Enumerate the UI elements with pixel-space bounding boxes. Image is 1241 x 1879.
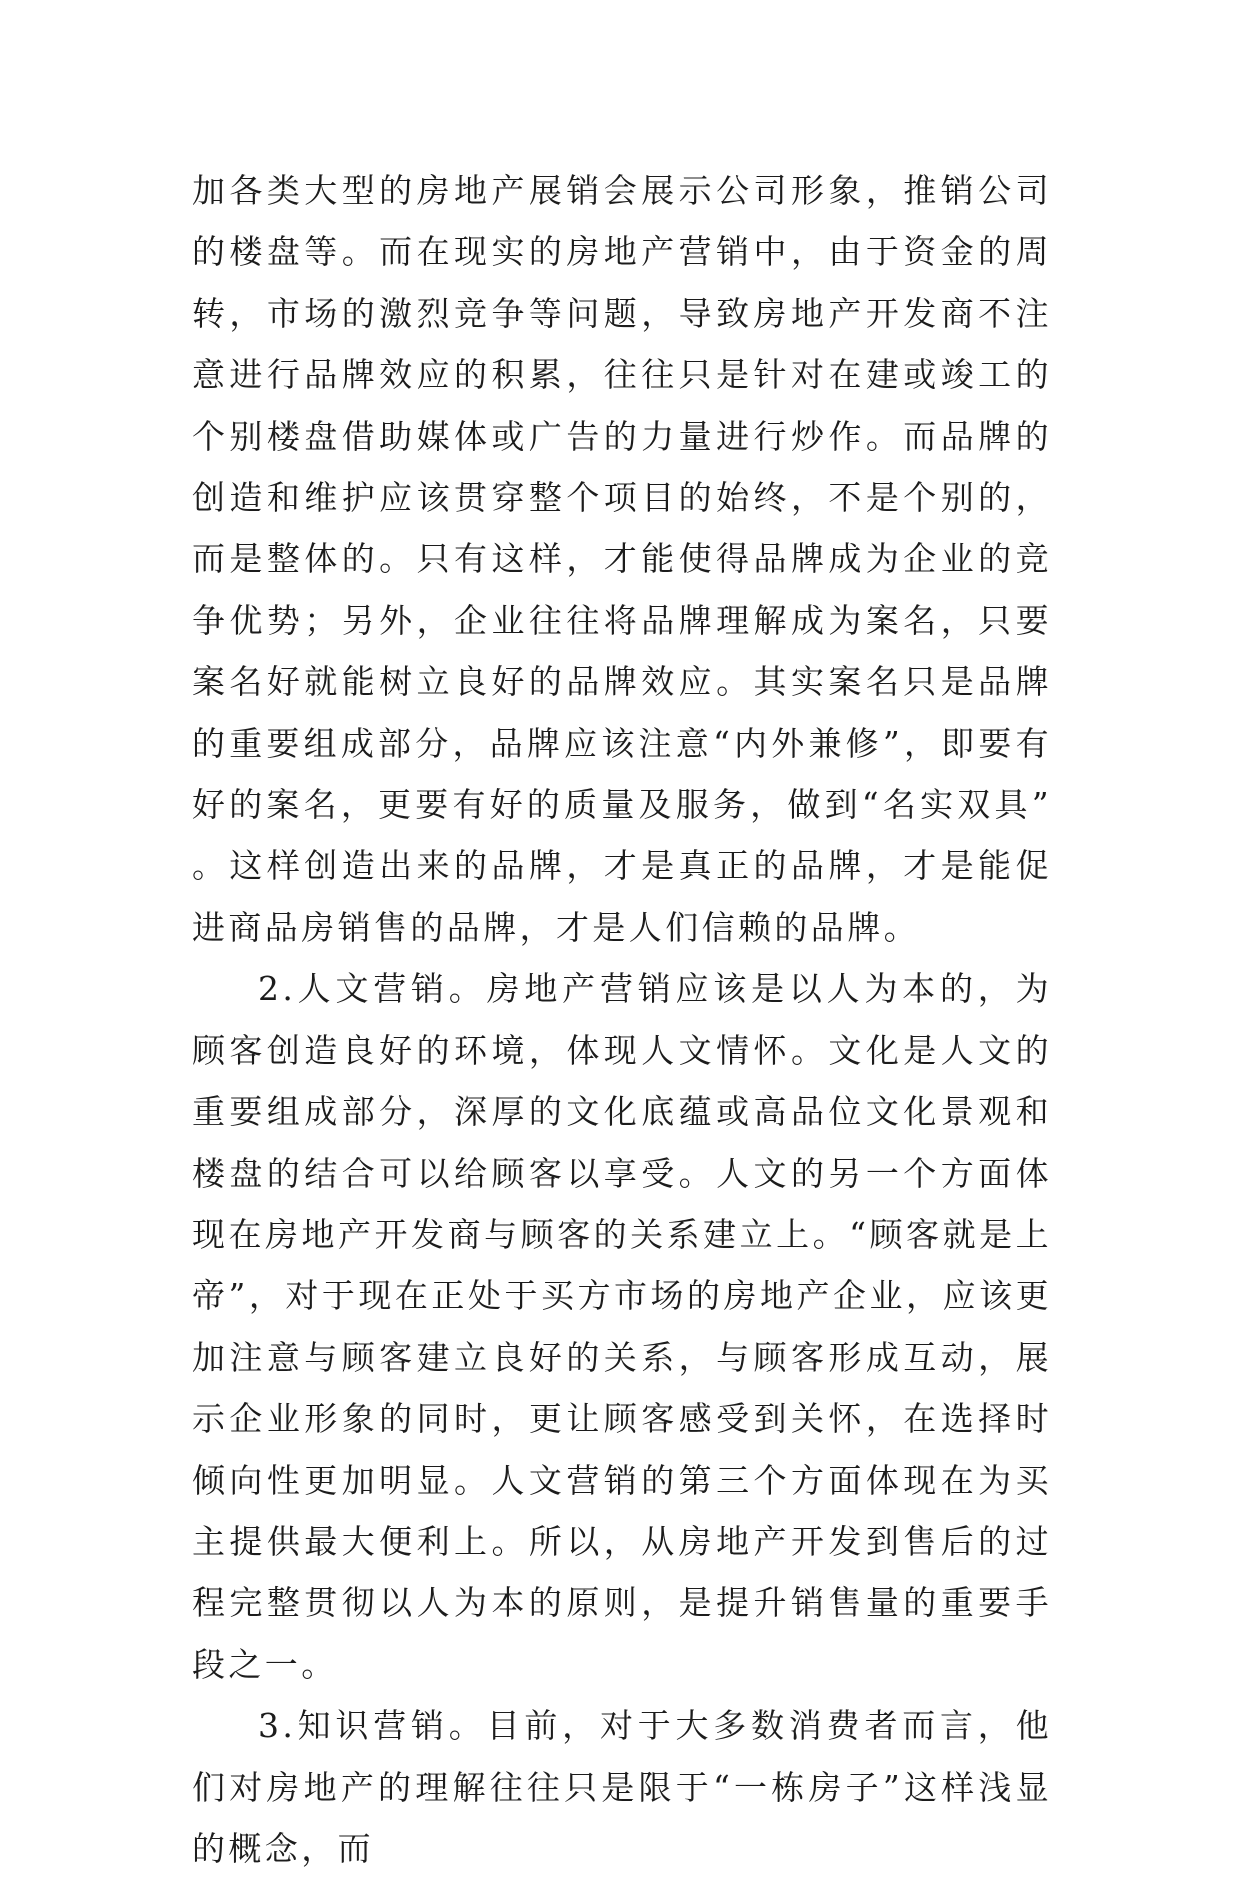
paragraph-knowledge-marketing: 3.知识营销。目前，对于大多数消费者而言，他们对房地产的理解往往只是限于“一栋房子”这样浅显的概念，而 <box>192 1706 1052 1868</box>
paragraph-humanistic-marketing: 2.人文营销。房地产营销应该是以人为本的，为顾客创造良好的环境，体现人文情怀。文化是人文的重要组成部分，深厚的文化底蕴或高品位文化景观和楼盘的结合可以给顾客以享受。人文的另一个方面体现在房地产开发商与顾客的关系建立上。“顾客就是上帝”，对于现在正处于买方市场的房地产企业，应该更加注意与顾客建立良好的关系，与顾客形成互动，展示企业形象的同时，更让顾客感受到关怀，在选择时倾向性更加明显。人文营销的第三个方面体现在为买主提供最大便利上。所以，从房地产开发到售后的过程完整贯彻以人为本的原则，是提升销售量的重要手段之一。 <box>192 969 1052 1684</box>
document-body <box>192 160 1052 1879</box>
paragraph-brand-marketing-continued: 加各类大型的房地产展销会展示公司形象，推销公司的楼盘等。而在现实的房地产营销中，由于资金的周转，市场的激烈竞争等问题，导致房地产开发商不注意进行品牌效应的积累，往往只是针对在建或竣工的个别楼盘借助媒体或广告的力量进行炒作。而品牌的创造和维护应该贯穿整个项目的始终，不是个别的，而是整体的。只有这样，才能使得品牌成为企业的竞争优势；另外，企业往往将品牌理解成为案名，只要案名好就能树立良好的品牌效应。其实案名只是品牌的重要组成部分，品牌应该注意“内外兼修”，即要有好的案名，更要有好的质量及服务，做到“名实双具”。这样创造出来的品牌，才是真正的品牌，才是能促进商品房销售的品牌，才是人们信赖的品牌。 <box>192 171 1052 947</box>
